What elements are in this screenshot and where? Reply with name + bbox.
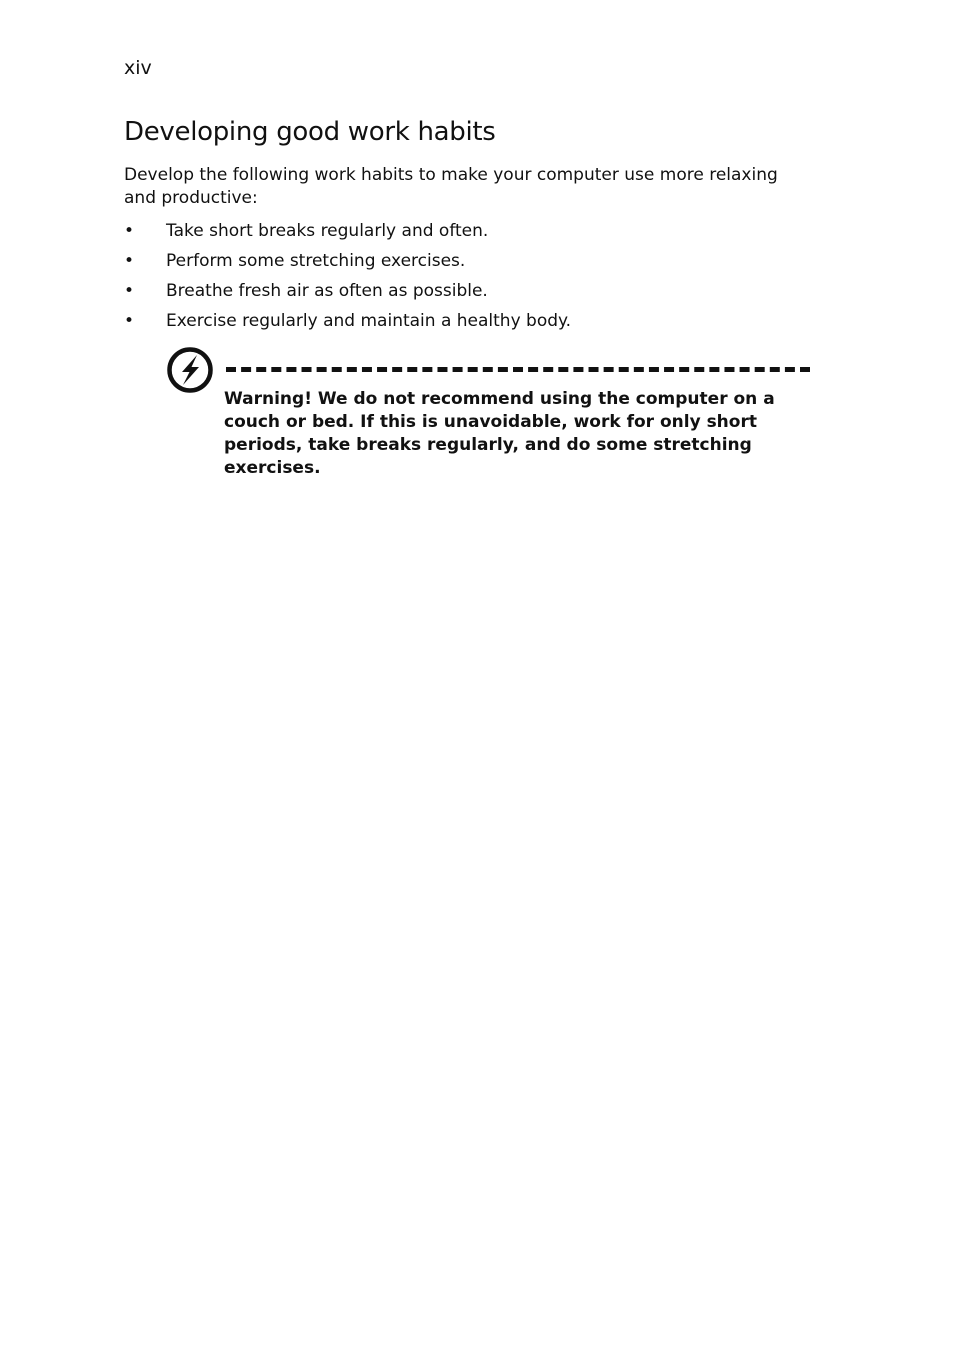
bullet: • [124, 281, 135, 301]
intro-paragraph: Develop the following work habits to make your computer use more relaxing and productive: [124, 165, 778, 208]
list-item-text: Perform some stretching exercises. [166, 251, 466, 271]
lightning-warning-icon [166, 346, 214, 394]
section-title: Developing good work habits [124, 117, 496, 147]
bullet: • [124, 311, 135, 331]
list-item-text: Exercise regularly and maintain a healthy body. [166, 311, 572, 331]
list-item-text: Breathe fresh air as often as possible. [166, 281, 488, 301]
warning-text: Warning! We do not recommend using the computer on a couch or bed. If this is unavoidable, work for only short periods, take breaks regularly, and do some stretching exercises. [224, 389, 775, 478]
page-number: xiv [124, 57, 152, 79]
warning-divider [226, 367, 810, 372]
list-item-text: Take short breaks regularly and often. [166, 221, 489, 241]
bullet: • [124, 251, 135, 271]
bullet: • [124, 221, 135, 241]
